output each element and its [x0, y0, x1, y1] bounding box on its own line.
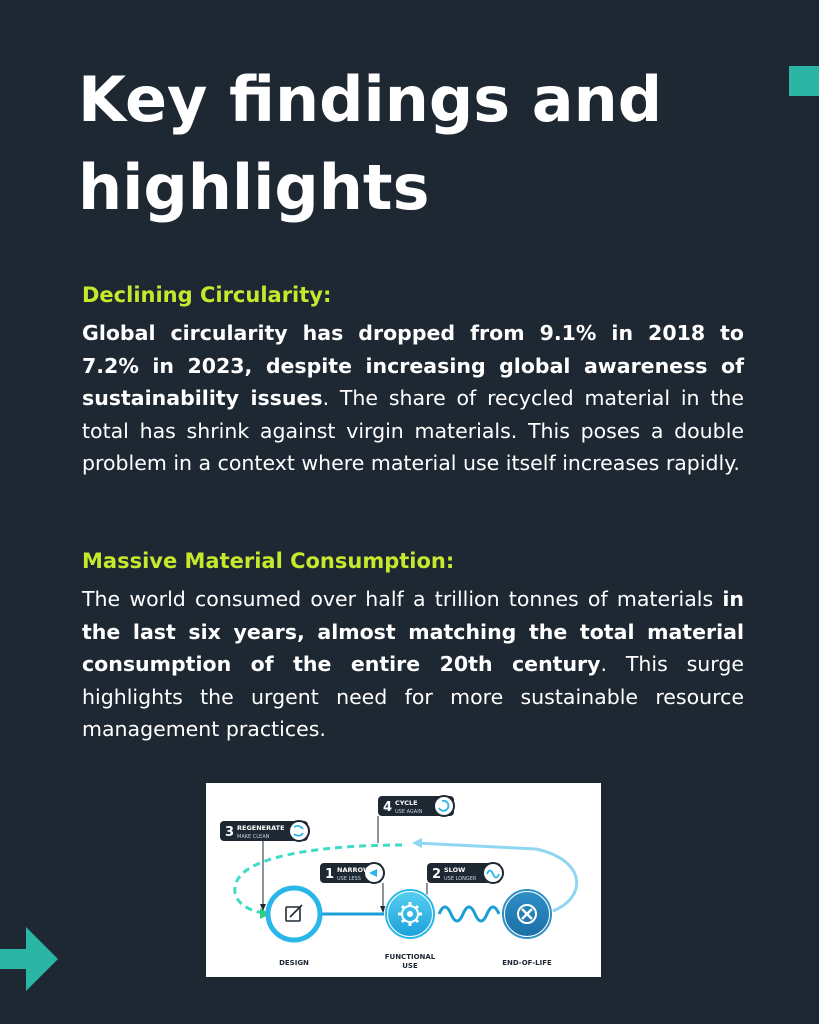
section-declining-circularity: [82, 281, 744, 480]
slow-wave-path: [439, 907, 499, 921]
step-subtitle: USE LONGER: [444, 876, 477, 882]
step-tag-cycle: [378, 796, 454, 816]
next-arrow-icon: [0, 927, 58, 991]
step-number: 2: [432, 867, 442, 882]
section-paragraph: [82, 317, 744, 480]
step-name: REGENERATE: [237, 824, 285, 832]
step-tag-narrow: [320, 863, 384, 883]
stage-label-use: USE: [402, 962, 418, 970]
diagram-graphic: [206, 783, 601, 977]
step-number: 1: [325, 867, 335, 882]
step-subtitle: MAKE CLEAN: [237, 834, 270, 840]
step-subtitle: USE LESS: [337, 876, 361, 882]
circular-economy-diagram: [206, 783, 601, 977]
step-number: 4: [383, 800, 393, 815]
section-heading: Massive Material Consumption:: [82, 549, 455, 573]
paragraph-run: . The share of recycled material in the total has shrink against virgin materials. This poses a double problem in a context where material use itself increases rapidly.: [82, 386, 744, 475]
stage-label-end-of-life: END-OF-LIFE: [502, 959, 552, 967]
step-tag-slow: [427, 863, 503, 883]
cycle-arrowhead: [412, 838, 422, 848]
paragraph-run: . This surge highlights the urgent need for more sustainable resource management practices.: [82, 652, 744, 741]
section-heading: Declining Circularity:: [82, 283, 332, 307]
step-name: SLOW: [444, 866, 466, 874]
paragraph-run-bold: Global circularity has dropped from 9.1% in 2018 to 7.2% in 2023, despite increasing global awareness of sustainability issues: [82, 321, 744, 410]
section-paragraph: [82, 583, 744, 746]
step-name: CYCLE: [395, 799, 418, 807]
step-name: NARROW: [337, 866, 371, 874]
section-massive-material-consumption: [82, 547, 744, 746]
step-number: 3: [225, 825, 235, 840]
paragraph-run-bold: in the last six years, almost matching the total material consumption of the entire 20th century: [82, 587, 744, 676]
paragraph-run: The world consumed over half a trillion tonnes of materials: [82, 587, 723, 611]
stage-label-design: DESIGN: [279, 959, 309, 967]
step-subtitle: USE AGAIN: [395, 809, 423, 815]
corner-tab-decoration: [789, 66, 819, 96]
step-tag-regenerate: [220, 821, 309, 841]
stage-label-functional: FUNCTIONAL: [384, 953, 436, 961]
page-title: Key findings and highlights: [78, 63, 663, 224]
